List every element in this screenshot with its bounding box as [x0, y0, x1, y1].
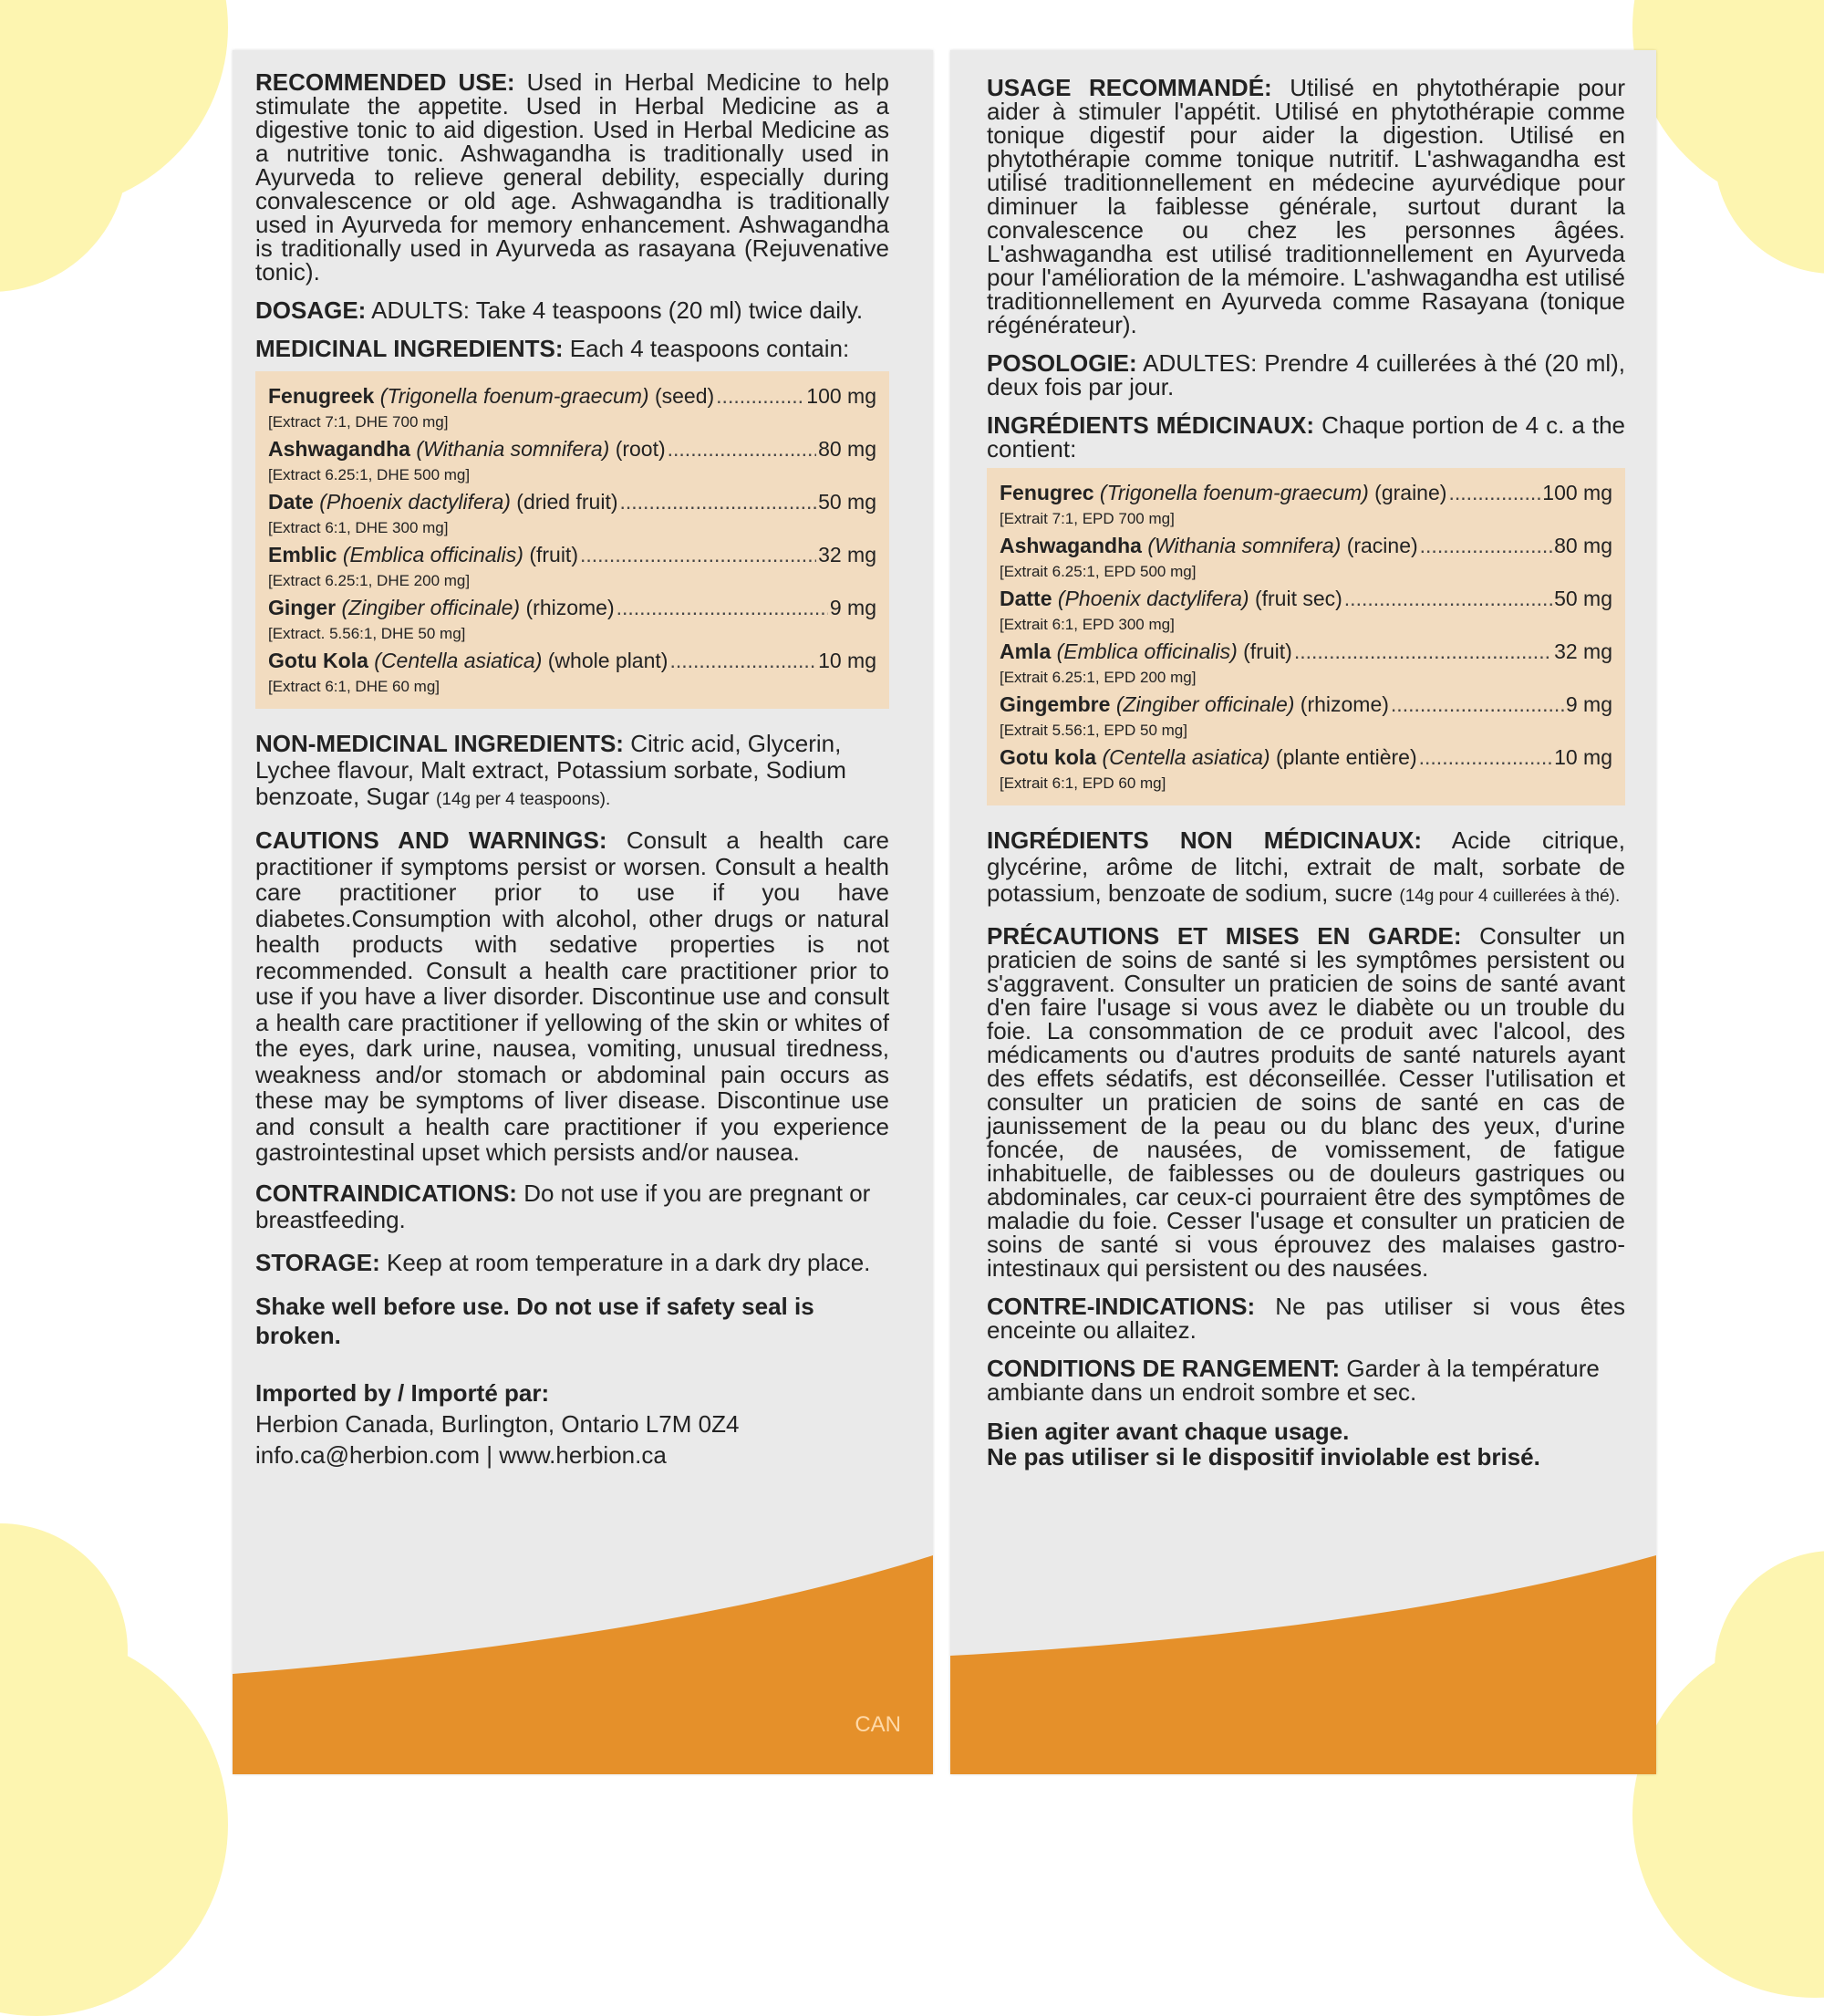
ingredient-row: Gingembre (Zingiber officinale) (rhizome) ..... 9 mg — [1000, 691, 1612, 718]
ingredient-extract: [Extract 6.25:1, DHE 500 mg] — [268, 466, 471, 483]
english-label-panel — [233, 50, 933, 1774]
medicinal-ingredients-heading: MEDICINAL INGREDIENTS: Each 4 teaspoons contain: — [255, 335, 850, 362]
ingredient-row: Amla (Emblica officinalis) (fruit) ..... 32 mg — [1000, 638, 1612, 665]
storage: STORAGE: Keep at room temperature in a dark dry place. — [255, 1248, 871, 1276]
ingredient-extract: [Extrait 6.25:1, EPD 200 mg] — [1000, 669, 1197, 686]
recommended-use: RECOMMENDED USE: Used in Herbal Medicine to help stimulate the appetite. Used in Herbal Medicine as a digestive tonic to aid digestion. Used in Herbal Medicine as a nutritive tonic. Ashwagandha is traditionally used in Ayurveda to relieve general debility, especially during convalescence or old age. Ashwagandha is traditionally used in Ayurveda for memory enhancement. Ashwagandha is traditionally used in Ayurveda as rasayana (Rejuvenative tonic). — [255, 68, 889, 286]
importer-block — [255, 1377, 889, 1470]
importer-address: Herbion Canada, Burlington, Ontario L7M 0Z4 — [255, 1409, 740, 1438]
importer-contact: info.ca@herbion.com | www.herbion.ca — [255, 1440, 667, 1469]
dosage: DOSAGE: ADULTS: Take 4 teaspoons (20 ml) twice daily. — [255, 296, 864, 324]
ingredient-row: Ashwagandha (Withania somnifera) (racine) ..... 80 mg — [1000, 532, 1612, 559]
ingredient-row: Fenugreek (Trigonella foenum-graecum) (seed) ..... 100 mg — [268, 382, 876, 410]
contraindications: CONTRE-INDICATIONS: Ne pas utiliser si vous êtes enceinte ou allaitez. — [987, 1293, 1625, 1344]
ingredient-row: Gotu Kola (Centella asiatica) (whole plant) ..... 10 mg — [268, 647, 876, 674]
orange-footer-wave — [950, 1555, 1656, 1774]
ingredient-row: Fenugrec (Trigonella foenum-graecum) (graine) ..... 100 mg — [1000, 479, 1612, 506]
ingredient-row: Ashwagandha (Withania somnifera) (root) ..... 80 mg — [268, 435, 876, 462]
ingredient-extract: [Extrait 6.25:1, EPD 500 mg] — [1000, 563, 1197, 580]
shake-warning: Shake well before use. Do not use if safety seal is broken. — [255, 1292, 814, 1349]
non-medicinal-ingredients: NON-MEDICINAL INGREDIENTS: Citric acid, Glycerin, Lychee flavour, Malt extract, Potassium sorbate, Sodium benzoate, Sugar (14g per 4 teaspoons). — [255, 730, 846, 810]
shake-instruction: Bien agiter avant chaque usage. — [987, 1418, 1350, 1445]
french-label-panel — [950, 50, 1656, 1774]
ingredient-row: Ginger (Zingiber officinale) (rhizome) ..... 9 mg — [268, 594, 876, 621]
country-code: CAN — [855, 1712, 901, 1737]
ingredient-row: Date (Phoenix dactylifera) (dried fruit) ..... 50 mg — [268, 488, 876, 515]
dosage: POSOLOGIE: ADULTES: Prendre 4 cuillerées à thé (20 ml), deux fois par jour. — [987, 349, 1626, 400]
non-medicinal-ingredients: INGRÉDIENTS NON MÉDICINAUX: Acide citrique, glycérine, arôme de litchi, extrait de malt, sorbate de potassium, benzoate de sodium, sucre (14g pour 4 cuillerées à thé). — [987, 826, 1625, 907]
medicinal-ingredients-heading: INGRÉDIENTS MÉDICINAUX: Chaque portion de 4 c. a the contient: — [987, 411, 1625, 462]
cautions-and-warnings: CAUTIONS AND WARNINGS: Consult a health care practitioner if symptoms persist or worsen. Consult a health care practitioner prior to use if you have diabetes.Consumption with alcohol, other drugs or natural health products with sedative properties is not recommended. Consult a health care practitioner prior to use if you have a liver disorder. Discontinue use and consult a health care practitioner if yellowing of the skin or whites of the eyes, dark urine, nausea, vomiting, unusual tiredness, weakness and/or stomach or abdominal pain occurs as these may be symptoms of liver disease. Discontinue use and consult a health care practitioner if you experience gastrointestinal upset which persists and/or nausea. — [255, 826, 889, 1166]
cautions-and-warnings: PRÉCAUTIONS ET MISES EN GARDE: Consulter un praticien de soins de santé si les symptômes persistent ou s'aggravent. Consulter un praticien de soins de santé avant d'en faire l'usage si vous avez le diabète ou un trouble du foie. La consommation de ce produit avec l'alcool, des médicaments ou d'autres produits de santé naturels ayant des effets sédatifs, est déconseillée. Cesser l'utilisation et consulter un praticien de soins de santé en cas de jaunissement de la peau ou du blanc des yeux, d'urine foncée, de nausées, de vomissement, de fatigue inhabituelle, de faiblesses ou de douleurs gastriques ou abdominales, car ceux-ci pourraient être des symptômes de maladie du foie. Cesser l'usage et consulter un praticien de soins de santé si vous éprouvez des malaises gastro-intestinaux qui persistent ou des nausées. — [987, 922, 1625, 1282]
ingredients-box — [255, 371, 889, 709]
ingredient-extract: [Extrait 7:1, EPD 700 mg] — [1000, 510, 1175, 527]
ingredient-extract: [Extract 6:1, DHE 60 mg] — [268, 678, 440, 695]
ingredient-row: Gotu kola (Centella asiatica) (plante entière) ..... 10 mg — [1000, 743, 1612, 771]
ingredient-extract: [Extrait 6:1, EPD 60 mg] — [1000, 774, 1166, 792]
orange-footer-wave — [233, 1555, 933, 1774]
ingredient-extract: [Extract 7:1, DHE 700 mg] — [268, 413, 449, 431]
storage: CONDITIONS DE RANGEMENT: Garder à la température ambiante dans un endroit sombre et sec. — [987, 1355, 1600, 1406]
contraindications: CONTRAINDICATIONS: Do not use if you are pregnant or breastfeeding. — [255, 1179, 871, 1233]
ingredient-extract: [Extract 6.25:1, DHE 200 mg] — [268, 572, 471, 589]
ingredient-row: Datte (Phoenix dactylifera) (fruit sec) ..... 50 mg — [1000, 585, 1612, 612]
ingredient-extract: [Extract. 5.56:1, DHE 50 mg] — [268, 625, 466, 642]
ingredient-extract: [Extract 6:1, DHE 300 mg] — [268, 519, 449, 536]
tamper-seal-warning: Ne pas utiliser si le dispositif inviolable est brisé. — [987, 1443, 1540, 1470]
imported-by-label: Imported by / Importé par: — [255, 1378, 550, 1407]
ingredient-extract: [Extrait 6:1, EPD 300 mg] — [1000, 616, 1175, 633]
ingredient-row: Emblic (Emblica officinalis) (fruit) ..... 32 mg — [268, 541, 876, 568]
shake-warning — [987, 1418, 1625, 1470]
ingredients-box — [987, 468, 1625, 805]
ingredient-extract: [Extrait 5.56:1, EPD 50 mg] — [1000, 722, 1187, 739]
recommended-use: USAGE RECOMMANDÉ: Utilisé en phytothérapie pour aider à stimuler l'appétit. Utilisé en phytothérapie comme tonique digestif pour aider la digestion. Utilisé en phytothérapie comme tonique nutritif. L'ashwagandha est utilisé traditionnellement en médecine ayurvédique pour diminuer la faiblesse générale, surtout durant la convalescence ou chez les personnes âgées. L'ashwagandha est utilisé traditionnellement en Ayurveda pour l'amélioration de la mémoire. L'ashwagandha est utilisé traditionnellement en Ayurveda comme Rasayana (tonique régénérateur). — [987, 74, 1625, 338]
